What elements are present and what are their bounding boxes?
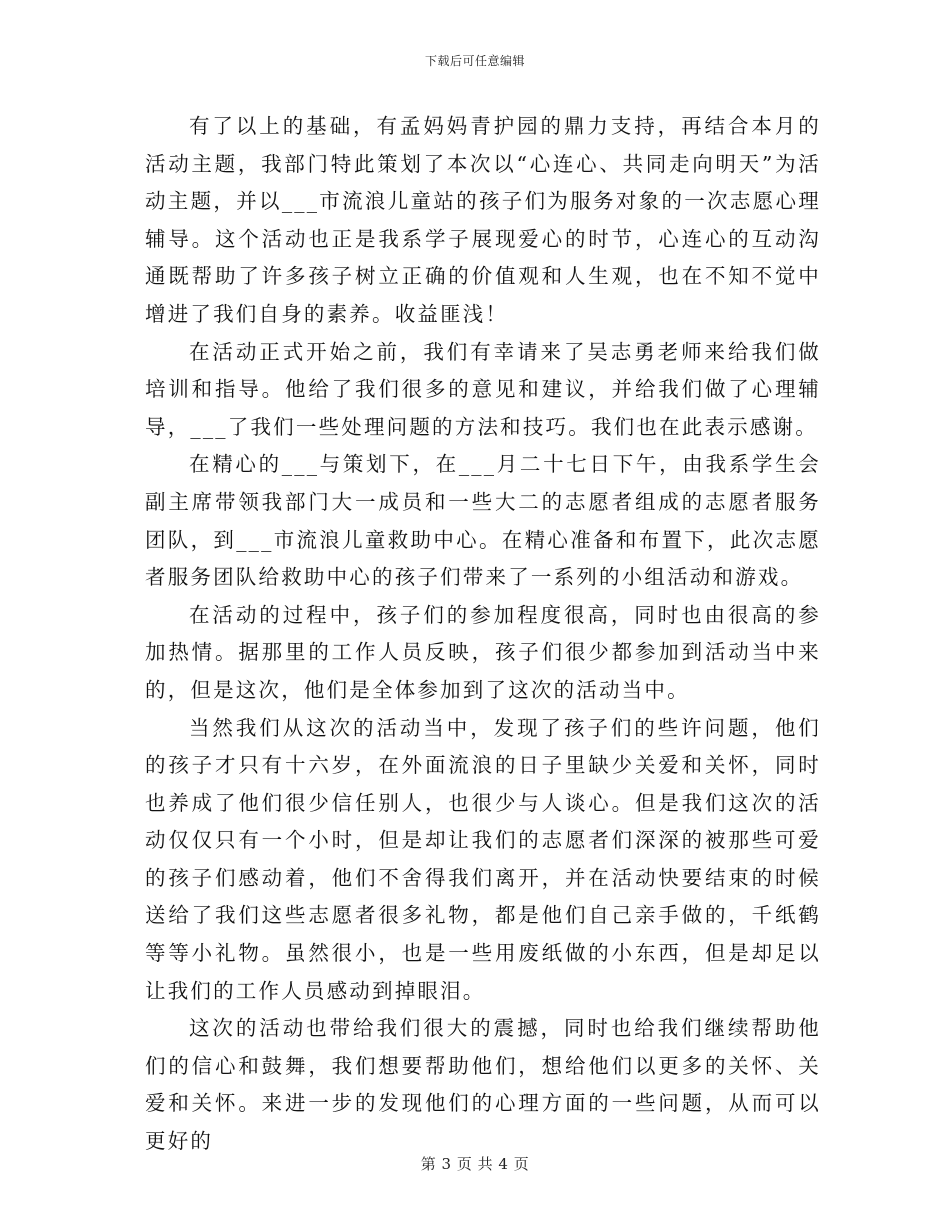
document-body <box>145 108 821 1161</box>
paragraph-3: 在精心的___与策划下，在___月二十七日下午，由我系学生会副主席带领我部门大一成员和一些大二的志愿者组成的志愿者服务团队，到___市流浪儿童救助中心。在精心准备和布置下，此次志愿者服务团队给救助中心的孩子们带来了一系列的小组活动和游戏。 <box>145 452 821 590</box>
paragraph-5: 当然我们从这次的活动当中，发现了孩子们的些许问题，他们的孩子才只有十六岁，在外面流浪的日子里缺少关爱和关怀，同时也养成了他们很少信任别人，也很少与人谈心。但是我们这次的活动仅仅只有一个小时，但是却让我们的志愿者们深深的被那些可爱的孩子们感动着，他们不舍得我们离开，并在活动快要结束的时候送给了我们这些志愿者很多礼物，都是他们自己亲手做的，千纸鹤等等小礼物。虽然很小，也是一些用废纸做的小东西，但是却足以让我们的工作人员感动到掉眼泪。 <box>145 715 821 1003</box>
page-header: 下载后可任意编辑 <box>424 54 525 68</box>
paragraph-6: 这次的活动也带给我们很大的震撼，同时也给我们继续帮助他们的信心和鼓舞，我们想要帮助他们，想给他们以更多的关怀、关爱和关怀。来进一步的发现他们的心理方面的一些问题，从而可以更好的 <box>145 1016 821 1154</box>
paragraph-4: 在活动的过程中，孩子们的参加程度很高，同时也由很高的参加热情。据那里的工作人员反映，孩子们很少都参加到活动当中来的，但是这次，他们是全体参加到了这次的活动当中。 <box>145 602 821 702</box>
paragraph-1: 有了以上的基础，有孟妈妈青护园的鼎力支持，再结合本月的活动主题，我部门特此策划了本次以“心连心、共同走向明天”为活动主题，并以___市流浪儿童站的孩子们为服务对象的一次志愿心理辅导。这个活动也正是我系学子展现爱心的时节，心连心的互动沟通既帮助了许多孩子树立正确的价值观和人生观，也在不知不觉中增进了我们自身的素养。收益匪浅！ <box>145 114 821 326</box>
page-footer: 第 3 页 共 4 页 <box>420 1155 530 1173</box>
paragraph-2: 在活动正式开始之前，我们有幸请来了吴志勇老师来给我们做培训和指导。他给了我们很多的意见和建议，并给我们做了心理辅导，___了我们一些处理问题的方法和技巧。我们也在此表示感谢。 <box>145 339 821 439</box>
